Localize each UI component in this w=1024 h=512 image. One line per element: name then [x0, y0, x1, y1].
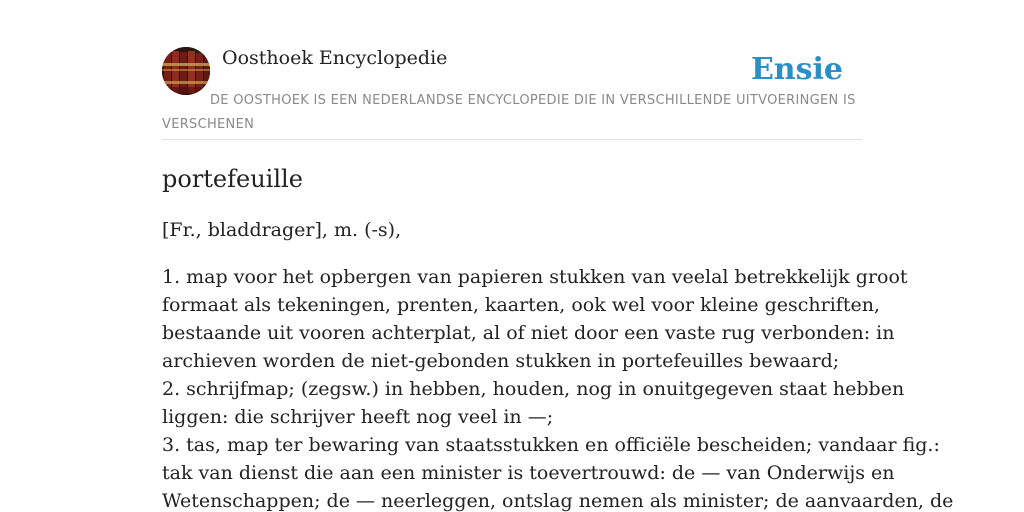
header-divider — [162, 139, 862, 140]
entry-definitions — [162, 263, 954, 512]
entry-title: portefeuille — [162, 165, 303, 193]
definition-line: 2. schrijfmap; (zegsw.) in hebben, houden, nog in onuitgegeven staat hebben — [162, 378, 905, 400]
definition-line: formaat als tekeningen, prenten, kaarten, ook wel voor kleine geschriften, — [162, 294, 880, 316]
definition-line: tak van dienst die aan een minister is toevertrouwd: de — van Onderwijs en — [162, 462, 895, 484]
definition-line: Wetenschappen; de — neerleggen, ontslag nemen als minister; de aanvaarden, de — [162, 490, 954, 512]
encyclopedia-books-icon — [162, 47, 210, 95]
ensie-logo-link[interactable]: Ensie — [750, 52, 843, 87]
definition-line: 1. map voor het opbergen van papieren stukken van veelal betrekkelijk groot — [162, 266, 908, 288]
site-tagline: DE OOSTHOEK IS EEN NEDERLANDSE ENCYCLOPEDIE DIE IN VERSCHILLENDE UITVOERINGEN IS VERSCHENEN — [162, 93, 856, 132]
definition-line: 3. tas, map ter bewaring van staatsstukken en officiële bescheiden; vandaar fig.: — [162, 434, 940, 456]
encyclopedia-books-avatar[interactable] — [162, 47, 210, 95]
site-title[interactable]: Oosthoek Encyclopedie — [222, 47, 448, 69]
entry-etymology: [Fr., bladdrager], m. (-s), — [162, 219, 402, 241]
definition-line: liggen: die schrijver heeft nog veel in —; — [162, 406, 554, 428]
definition-line: bestaande uit vooren achterplat, al of niet door een vaste rug verbonden: in — [162, 322, 895, 344]
definition-line: archieven worden de niet-gebonden stukken in portefeuilles bewaard; — [162, 350, 840, 372]
